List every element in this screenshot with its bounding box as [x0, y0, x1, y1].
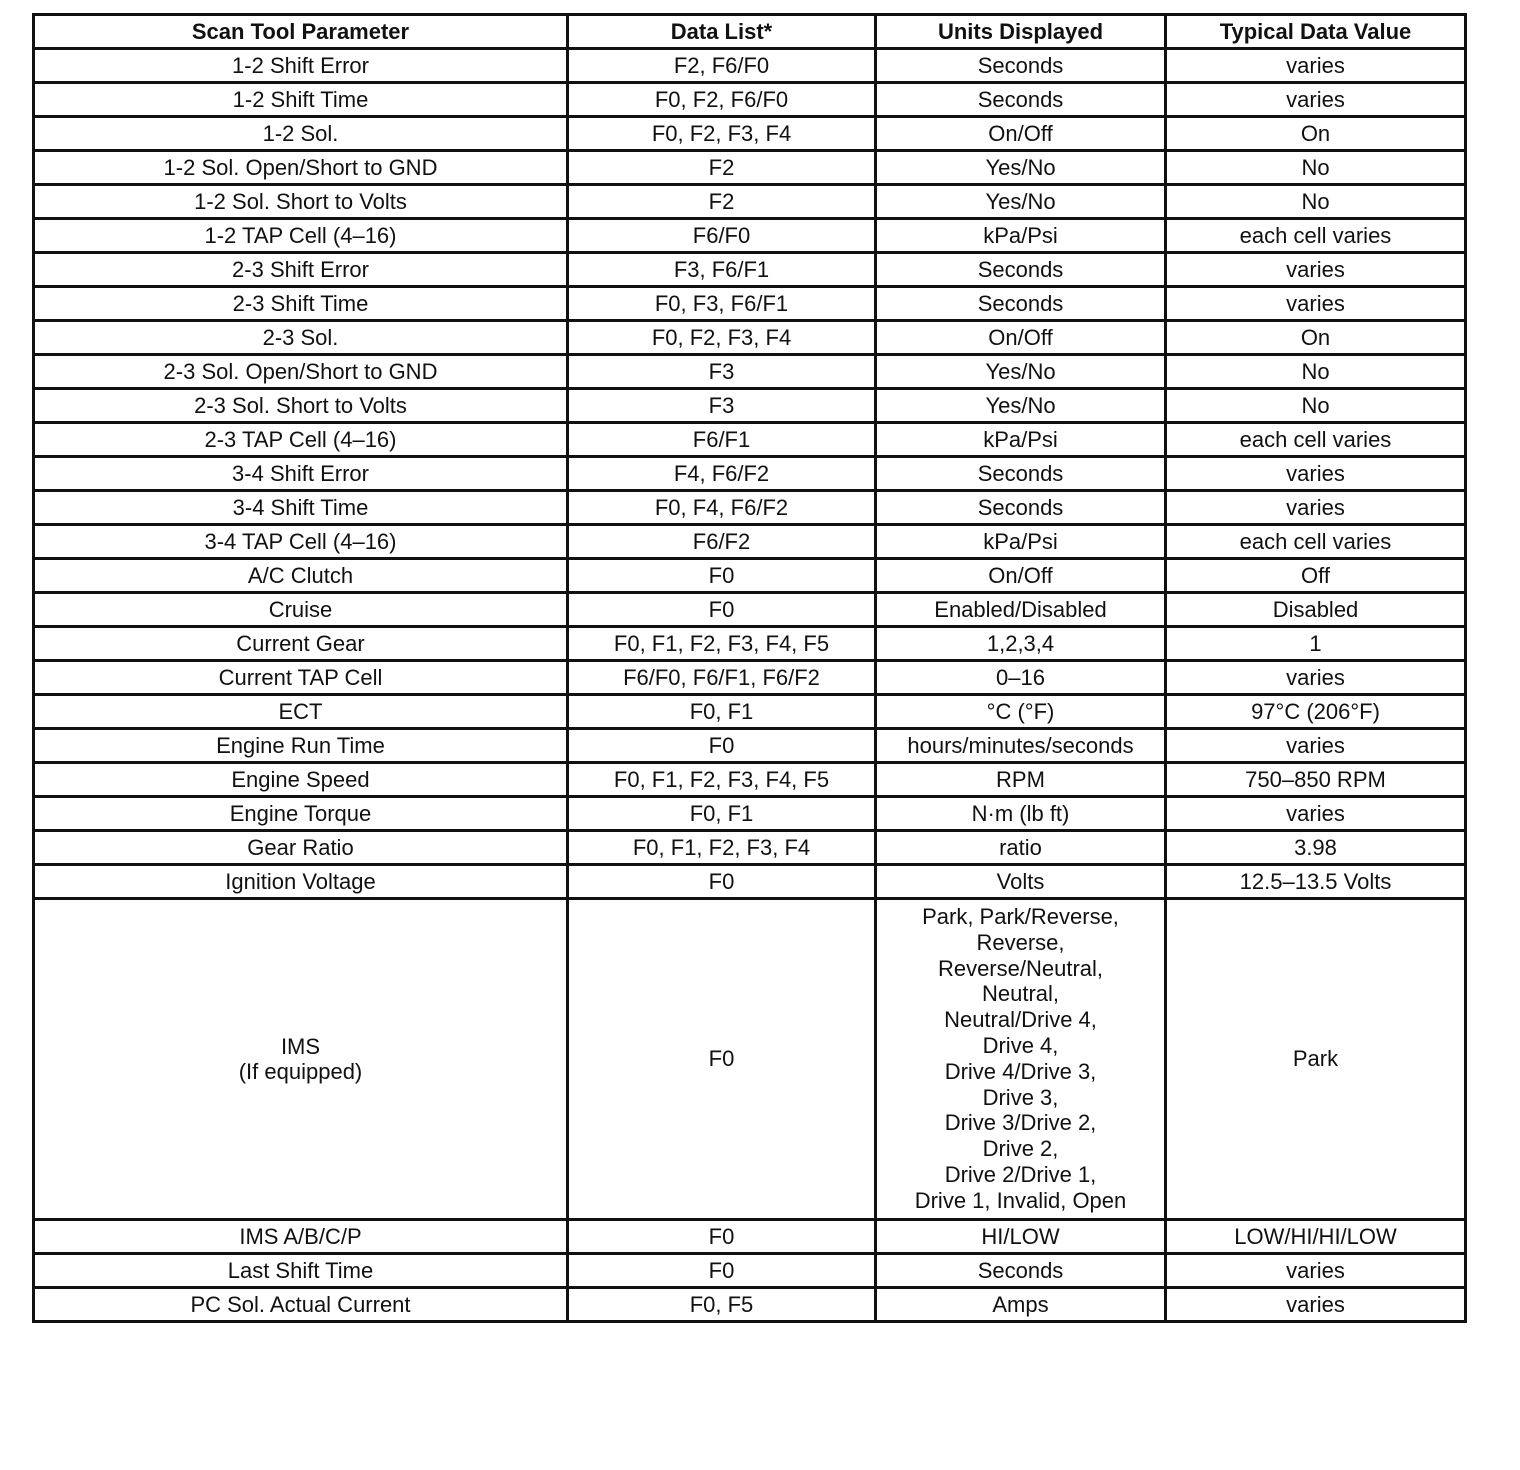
cell-value: On [1166, 117, 1466, 151]
cell-units: Seconds [876, 83, 1166, 117]
cell-list: F0 [568, 1219, 876, 1253]
cell-value: On [1166, 321, 1466, 355]
cell-units: kPa/Psi [876, 525, 1166, 559]
cell-list: F6/F1 [568, 423, 876, 457]
cell-list: F0 [568, 729, 876, 763]
cell-value: No [1166, 355, 1466, 389]
table-row [34, 865, 1466, 899]
table-row [34, 457, 1466, 491]
ims-units-line: Drive 2, [982, 1136, 1059, 1162]
cell-list: F2 [568, 185, 876, 219]
cell-value: 1 [1166, 627, 1466, 661]
ims-units-line: Drive 2/Drive 1, [944, 1161, 1097, 1187]
cell-list: F6/F2 [568, 525, 876, 559]
cell-param: Current TAP Cell [34, 661, 568, 695]
header-scan-tool-parameter: Scan Tool Parameter [34, 15, 568, 49]
table-row [34, 831, 1466, 865]
cell-value-ims: Park [1166, 899, 1466, 1220]
cell-value: varies [1166, 49, 1466, 83]
cell-value: each cell varies [1166, 219, 1466, 253]
cell-param: IMS A/B/C/P [34, 1219, 568, 1253]
cell-param: 3-4 Shift Error [34, 457, 568, 491]
cell-units: °C (°F) [876, 695, 1166, 729]
cell-units: 0–16 [876, 661, 1166, 695]
cell-units: Enabled/Disabled [876, 593, 1166, 627]
table-row [34, 287, 1466, 321]
table-row [34, 729, 1466, 763]
cell-list: F0, F3, F6/F1 [568, 287, 876, 321]
ims-units-line: Drive 4, [982, 1032, 1059, 1058]
cell-units: Seconds [876, 457, 1166, 491]
cell-list: F0, F5 [568, 1287, 876, 1321]
cell-list: F0 [568, 593, 876, 627]
cell-list: F0, F2, F6/F0 [568, 83, 876, 117]
cell-units: kPa/Psi [876, 219, 1166, 253]
table-row [34, 525, 1466, 559]
cell-list: F3 [568, 389, 876, 423]
table-row [34, 321, 1466, 355]
cell-list: F2, F6/F0 [568, 49, 876, 83]
cell-list: F0 [568, 865, 876, 899]
cell-param: 3-4 TAP Cell (4–16) [34, 525, 568, 559]
cell-value: varies [1166, 253, 1466, 287]
cell-list: F0, F1, F2, F3, F4, F5 [568, 763, 876, 797]
cell-units: 1,2,3,4 [876, 627, 1166, 661]
cell-units: HI/LOW [876, 1219, 1166, 1253]
cell-param: 1-2 Shift Time [34, 83, 568, 117]
table-row [34, 423, 1466, 457]
cell-param: PC Sol. Actual Current [34, 1287, 568, 1321]
ims-units-line: Neutral, [981, 981, 1060, 1007]
cell-list: F0, F2, F3, F4 [568, 117, 876, 151]
cell-list: F4, F6/F2 [568, 457, 876, 491]
table-row [34, 355, 1466, 389]
cell-units: kPa/Psi [876, 423, 1166, 457]
cell-value: LOW/HI/HI/LOW [1166, 1219, 1466, 1253]
table-row [34, 1219, 1466, 1253]
cell-param: 1-2 Sol. Open/Short to GND [34, 151, 568, 185]
cell-value: varies [1166, 457, 1466, 491]
cell-value: 3.98 [1166, 831, 1466, 865]
cell-units: Seconds [876, 1253, 1166, 1287]
table-row [34, 695, 1466, 729]
cell-list: F0, F1, F2, F3, F4, F5 [568, 627, 876, 661]
ims-param-line-1: IMS [280, 1033, 321, 1059]
cell-list: F0, F1, F2, F3, F4 [568, 831, 876, 865]
cell-param: 1-2 Shift Error [34, 49, 568, 83]
cell-param: Ignition Voltage [34, 865, 568, 899]
cell-value: No [1166, 185, 1466, 219]
table-row [34, 83, 1466, 117]
cell-units: Seconds [876, 253, 1166, 287]
cell-units: Amps [876, 1287, 1166, 1321]
table-row [34, 185, 1466, 219]
ims-param-line-2: (If equipped) [238, 1058, 363, 1084]
cell-list: F0, F4, F6/F2 [568, 491, 876, 525]
cell-param: Engine Run Time [34, 729, 568, 763]
table-row [34, 389, 1466, 423]
table-row [34, 117, 1466, 151]
cell-value: 750–850 RPM [1166, 763, 1466, 797]
ims-units-line: Drive 3, [982, 1084, 1059, 1110]
ims-units-line: Park, Park/Reverse, [922, 904, 1119, 929]
cell-units: ratio [876, 831, 1166, 865]
cell-value: Disabled [1166, 593, 1466, 627]
table-row [34, 593, 1466, 627]
cell-value: varies [1166, 661, 1466, 695]
ims-units-line: Reverse, [976, 929, 1065, 955]
cell-param: Engine Speed [34, 763, 568, 797]
cell-units: Yes/No [876, 355, 1166, 389]
header-data-list: Data List* [568, 15, 876, 49]
cell-value: No [1166, 151, 1466, 185]
cell-param: 2-3 Sol. Short to Volts [34, 389, 568, 423]
cell-param: Engine Torque [34, 797, 568, 831]
cell-list: F3 [568, 355, 876, 389]
cell-list-ims: F0 [568, 899, 876, 1220]
cell-list: F6/F0 [568, 219, 876, 253]
cell-param: 2-3 Sol. Open/Short to GND [34, 355, 568, 389]
cell-param: ECT [34, 695, 568, 729]
cell-value: 97°C (206°F) [1166, 695, 1466, 729]
table-row [34, 559, 1466, 593]
table-row [34, 1287, 1466, 1321]
cell-list: F0, F1 [568, 797, 876, 831]
cell-value: varies [1166, 287, 1466, 321]
ims-units-line: Drive 3/Drive 2, [944, 1110, 1097, 1136]
table-body [34, 49, 1466, 1322]
cell-units: RPM [876, 763, 1166, 797]
cell-value: Off [1166, 559, 1466, 593]
table-row [34, 627, 1466, 661]
table-row [34, 151, 1466, 185]
cell-param: A/C Clutch [34, 559, 568, 593]
header-row [34, 15, 1466, 49]
scan-tool-data-table-wrapper [32, 13, 1464, 1323]
cell-list: F0, F2, F3, F4 [568, 321, 876, 355]
table-row [34, 1253, 1466, 1287]
cell-param: 2-3 Shift Time [34, 287, 568, 321]
table-row [34, 49, 1466, 83]
cell-units: Volts [876, 865, 1166, 899]
cell-value: varies [1166, 729, 1466, 763]
cell-units: On/Off [876, 117, 1166, 151]
cell-units: N·m (lb ft) [876, 797, 1166, 831]
cell-param: Last Shift Time [34, 1253, 568, 1287]
cell-units: Yes/No [876, 389, 1166, 423]
cell-param: 3-4 Shift Time [34, 491, 568, 525]
table-header [34, 15, 1466, 49]
cell-param: 2-3 Sol. [34, 321, 568, 355]
cell-param: Gear Ratio [34, 831, 568, 865]
cell-list: F2 [568, 151, 876, 185]
table-row [34, 491, 1466, 525]
cell-value: each cell varies [1166, 525, 1466, 559]
table-row [34, 797, 1466, 831]
cell-units-ims [876, 899, 1166, 1220]
ims-units-line: Drive 1, Invalid, Open [914, 1187, 1127, 1213]
table-row [34, 763, 1466, 797]
cell-units: hours/minutes/seconds [876, 729, 1166, 763]
cell-value: each cell varies [1166, 423, 1466, 457]
cell-param: 1-2 Sol. [34, 117, 568, 151]
ims-units-line: Reverse/Neutral, [937, 955, 1104, 981]
cell-units: Seconds [876, 287, 1166, 321]
cell-param-ims [34, 899, 568, 1220]
cell-value: varies [1166, 797, 1466, 831]
cell-units: On/Off [876, 321, 1166, 355]
ims-units-line: Drive 4/Drive 3, [944, 1058, 1097, 1084]
cell-value: varies [1166, 1253, 1466, 1287]
cell-list: F3, F6/F1 [568, 253, 876, 287]
cell-param: 1-2 TAP Cell (4–16) [34, 219, 568, 253]
table-row [34, 219, 1466, 253]
ims-units-line: Neutral/Drive 4, [944, 1007, 1097, 1033]
cell-value: No [1166, 389, 1466, 423]
scan-tool-data-table [32, 13, 1467, 1323]
cell-param: 1-2 Sol. Short to Volts [34, 185, 568, 219]
table-row [34, 661, 1466, 695]
cell-units: On/Off [876, 559, 1166, 593]
header-units-displayed: Units Displayed [876, 15, 1166, 49]
cell-list: F0 [568, 1253, 876, 1287]
cell-units: Yes/No [876, 151, 1166, 185]
header-typical-data-value: Typical Data Value [1166, 15, 1466, 49]
cell-value: varies [1166, 491, 1466, 525]
cell-units: Yes/No [876, 185, 1166, 219]
table-row [34, 253, 1466, 287]
cell-value: varies [1166, 83, 1466, 117]
cell-units: Seconds [876, 49, 1166, 83]
cell-value: 12.5–13.5 Volts [1166, 865, 1466, 899]
cell-param: Cruise [34, 593, 568, 627]
table-row-ims [34, 899, 1466, 1220]
cell-param: Current Gear [34, 627, 568, 661]
cell-list: F6/F0, F6/F1, F6/F2 [568, 661, 876, 695]
cell-param: 2-3 Shift Error [34, 253, 568, 287]
cell-list: F0 [568, 559, 876, 593]
cell-value: varies [1166, 1287, 1466, 1321]
cell-units: Seconds [876, 491, 1166, 525]
cell-param: 2-3 TAP Cell (4–16) [34, 423, 568, 457]
cell-list: F0, F1 [568, 695, 876, 729]
